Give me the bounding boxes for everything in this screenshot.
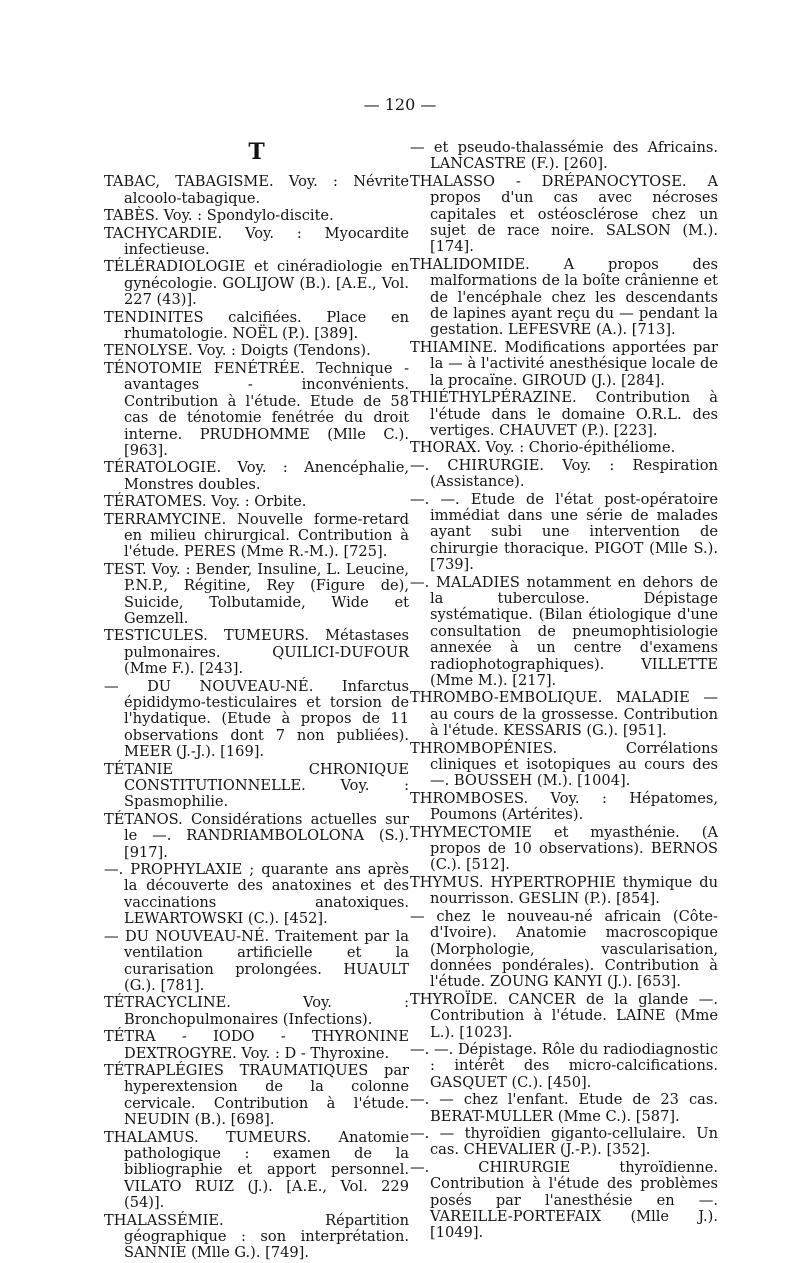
index-entry: TÉTANIE CHRONIQUE CONSTITUTIONNELLE. Voy. : Spasmophilie. <box>104 760 409 811</box>
index-entry: —. —. Etude de l'état post-opératoire immédiat dans une série de malades ayant subi une intervention de chirurgie thoracique. PIGOT (Mlle S.). [739]. <box>410 490 718 574</box>
index-entry: THALAMUS. TUMEURS. Anatomie pathologique : examen de la bibliographie et apport personnel. VILATO RUIZ (J.). [A.E., Vol. 229 (54)]. <box>104 1128 409 1212</box>
section-letter: T <box>248 139 265 165</box>
index-entry: —. —. Dépistage. Rôle du radiodiagnostic : intérêt des micro-calcifications. GASQUET (C.). [450]. <box>410 1040 718 1091</box>
index-entry: THALIDOMIDE. A propos des malformations de la boîte crânienne et de l'encéphale chez les descendants de lapines ayant reçu du — pendant la gestation. LEFESVRE (A.). [713]. <box>410 255 718 339</box>
index-entry: THYROÏDE. CANCER de la glande —. Contribution à l'étude. LAINE (Mme L.). [1023]. <box>410 990 718 1041</box>
index-entry: — et pseudo-thalassémie des Africains. LANCASTRE (F.). [260]. <box>410 139 718 173</box>
index-entry: TENOLYSE. Voy. : Doigts (Tendons). <box>104 342 371 360</box>
index-entry: TÉRATOLOGIE. Voy. : Anencéphalie, Monstres doubles. <box>104 459 409 493</box>
index-entry: TÉRATOMES. Voy. : Orbite. <box>104 493 307 511</box>
index-entry: — DU NOUVEAU-NÉ. Traitement par la ventilation artificielle et la curarisation prolongées. HUAULT (G.). [781]. <box>104 927 409 994</box>
index-entry: TESTICULES. TUMEURS. Métastases pulmonaires. QUILICI-DUFOUR (Mme F.). [243]. <box>104 627 409 678</box>
index-entry: TABÈS. Voy. : Spondylo-discite. <box>104 207 334 225</box>
index-entry: TÉTRA - IODO - THYRONINE DEXTROGYRE. Voy. : D - Thyroxine. <box>104 1028 409 1062</box>
index-entry: TERRAMYCINE. Nouvelle forme-retard en milieu chirurgical. Contribution à l'étude. PERES (Mme R.-M.). [725]. <box>104 510 409 561</box>
index-entry: TÉTRACYCLINE. Voy. : Bronchopulmonaires (Infections). <box>104 994 409 1028</box>
index-entry: —. — chez l'enfant. Etude de 23 cas. BERAT-MULLER (Mme C.). [587]. <box>410 1091 718 1125</box>
index-entry: THYMUS. HYPERTROPHIE thymique du nourrisson. GESLIN (P.). [854]. <box>410 873 718 908</box>
index-entry: THYMECTOMIE et myasthénie. (A propos de 10 observations). BERNOS (C.). [512]. <box>410 823 718 874</box>
index-entry: — chez le nouveau-né africain (Côte-d'Ivoire). Anatomie macroscopique (Morphologie, vascularisation, données pondérales). Contribution à l'étude. ZOUNG KANYI (J.). [653]. <box>410 907 718 991</box>
page-number: — 120 — <box>363 95 437 114</box>
index-entry: THORAX. Voy. : Chorio-épithéliome. <box>410 439 676 457</box>
index-entry: TACHYCARDIE. Voy. : Myocardite infectieuse. <box>104 224 409 259</box>
index-entry: —. MALADIES notamment en dehors de la tuberculose. Dépistage systématique. (Bilan étiologique d'une consultation de pneumophtisiologie annexée à un centre d'examens radiophotographiques). VILLETTE (Mme M.). [217]. <box>410 573 718 689</box>
index-entry: THALASSÉMIE. Répartition géographique : son interprétation. SANNIE (Mlle G.). [749]. <box>104 1211 409 1262</box>
index-entry: TEST. Voy. : Bender, Insuline, L. Leucine, P.N.P., Régitine, Rey (Figure de), Suicide, Tolbutamide, Wide et Gemzell. <box>104 560 409 627</box>
index-entry: —. PROPHYLAXIE ; quarante ans après la découverte des anatoxines et des vaccinations anatoxiques. LEWARTOWSKI (C.). [452]. <box>104 861 409 928</box>
index-entry: THIÉTHYLPÉRAZINE. Contribution à l'étude dans le domaine O.R.L. des vertiges. CHAUVET (P.). [223]. <box>410 389 718 439</box>
index-entry: TÉNOTOMIE FENÉTRÉE. Technique - avantages - inconvénients. Contribution à l'étude. Etude de 58 cas de ténotomie fenétrée du droit interne. PRUDHOMME (Mlle C.). [963]. <box>104 359 409 459</box>
index-entry: —. CHIRURGIE thyroïdienne. Contribution à l'étude des problèmes posés par l'anesthésie en —. VAREILLE-PORTEFAIX (Mlle J.). [1049]. <box>410 1158 718 1242</box>
index-entry: TÉTRAPLÉGIES TRAUMATIQUES par hyperextension de la colonne cervicale. Contribution à l'étude. NEUDIN (B.). [698]. <box>104 1061 409 1129</box>
index-entry: TABAC, TABAGISME. Voy. : Névrite alcoolo-tabagique. <box>104 173 409 207</box>
index-entry: THROMBO-EMBOLIQUE. MALADIE — au cours de la grossesse. Contribution à l'étude. KESSARIS (G.). [951]. <box>410 689 718 740</box>
index-entry: TENDINITES calcifiées. Place en rhumatologie. NOËL (P.). [389]. <box>104 308 409 343</box>
index-entry: TÉTANOS. Considérations actuelles sur le —. RANDRIAMBOLOLONA (S.). [917]. <box>104 810 409 861</box>
index-entry: —. CHIRURGIE. Voy. : Respiration (Assistance). <box>410 456 718 491</box>
index-entry: TÉLÉRADIOLOGIE et cinéradiologie en gynécologie. GOLIJOW (B.). [A.E., Vol. 227 (43)]. <box>104 258 409 309</box>
left-column <box>104 140 409 1263</box>
right-column <box>410 140 718 1243</box>
index-entry: THALASSO - DRÉPANOCYTOSE. A propos d'un cas avec nécroses capitales et ostéosclérose chez un sujet de race noire. SALSON (M.). [174]. <box>410 172 718 256</box>
index-entry: THIAMINE. Modifications apportées par la — à l'activité anesthésique locale de la procaïne. GIROUD (J.). [284]. <box>410 338 718 389</box>
index-entry: — DU NOUVEAU-NÉ. Infarctus épididymo-testiculaires et torsion de l'hydatique. (Etude à propos de 11 observations dont 7 non publiées). MEER (J.-J.). [169]. <box>104 677 409 761</box>
index-entry: THROMBOPÉNIES. Corrélations cliniques et isotopiques au cours des —. BOUSSEH (M.). [1004]. <box>410 739 718 790</box>
index-entry: THROMBOSES. Voy. : Hépatomes, Poumons (Artérites). <box>410 789 718 824</box>
index-entry: —. — thyroïdien giganto-cellulaire. Un cas. CHEVALIER (J.-P.). [352]. <box>410 1124 718 1159</box>
